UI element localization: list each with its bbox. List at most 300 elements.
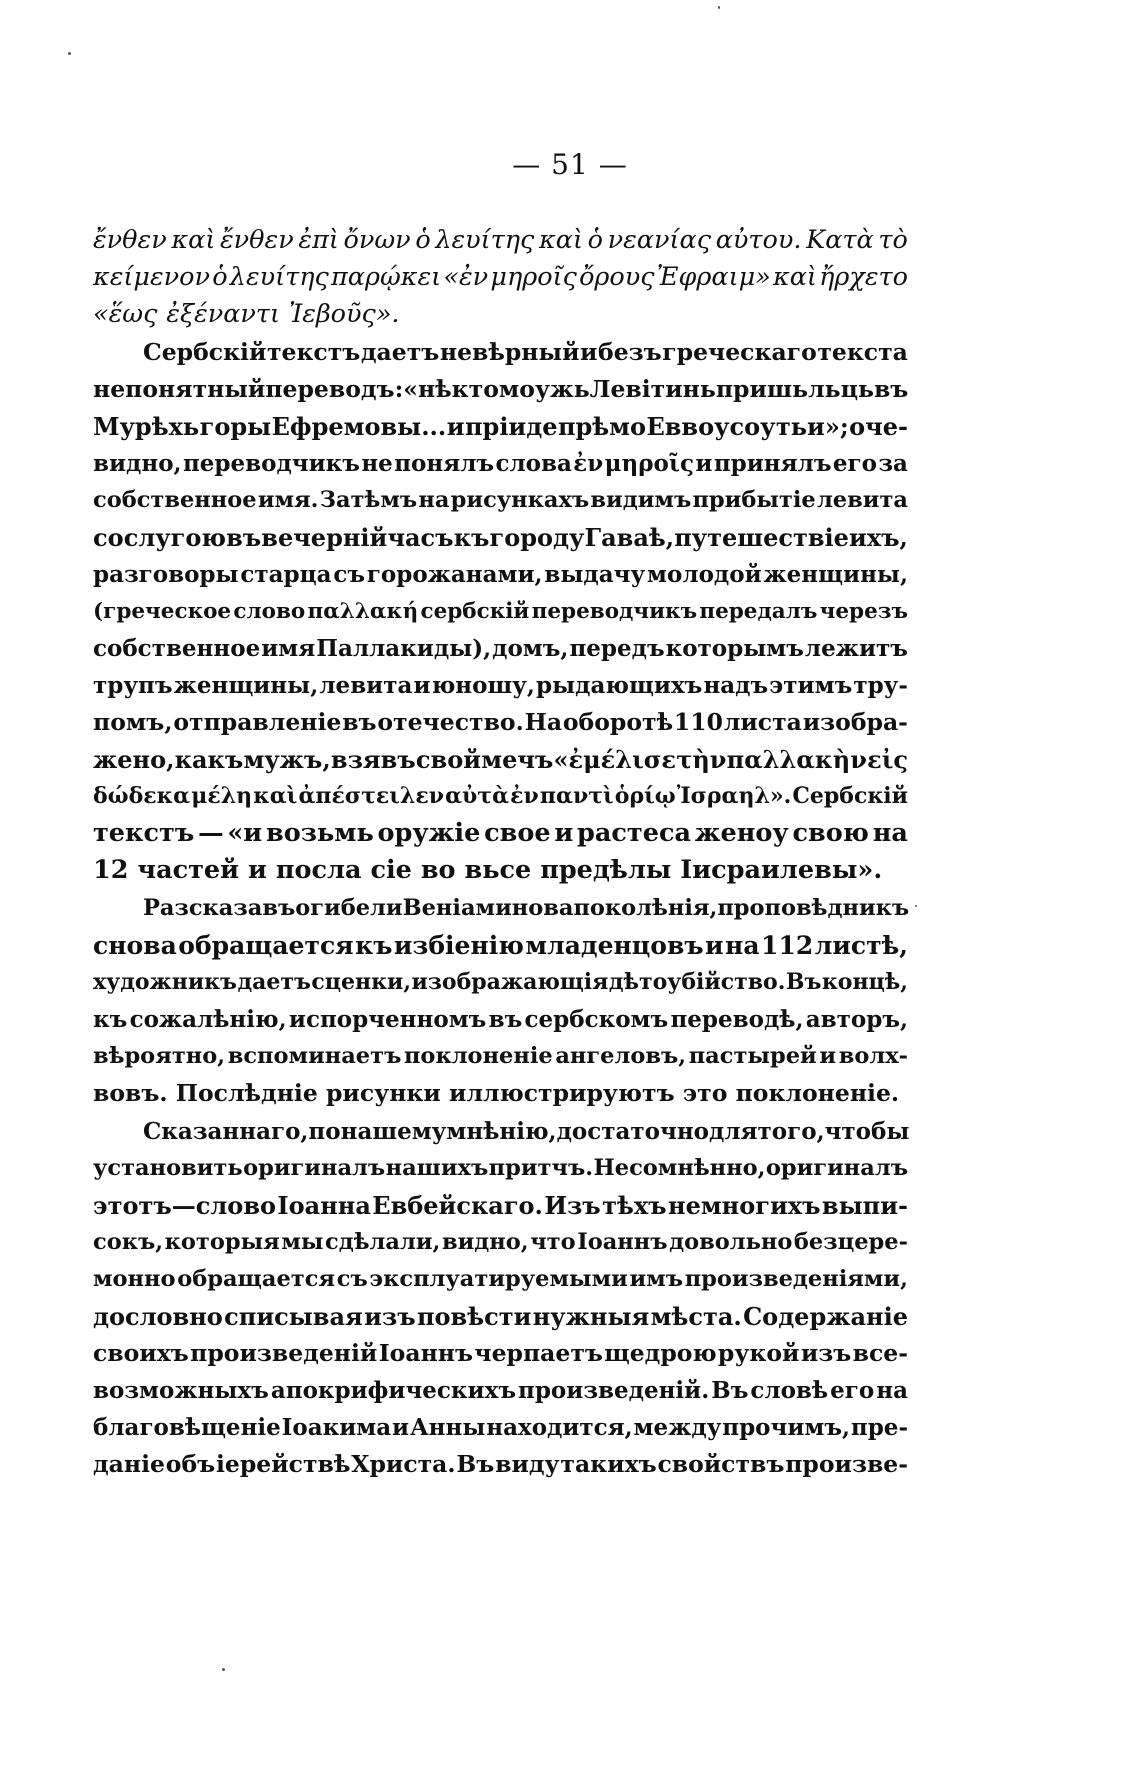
word: Іоаннъ [378,1339,474,1367]
word: и [446,412,465,441]
word: сценки, [311,969,412,995]
word: греческаго [662,338,817,366]
word: обращается [178,931,354,960]
word: такихъ [560,1450,657,1478]
word: вечерній [261,523,388,552]
text-line [93,408,908,445]
word: апокрифическихъ [270,1377,516,1404]
word: Ἰσραηλ». [676,783,792,809]
text-line [93,741,908,778]
word: притчъ. [488,1155,594,1181]
word: за [878,450,908,477]
word: на [418,487,450,513]
word: по [308,1118,341,1145]
word: и [413,672,431,699]
word: и [392,1414,410,1441]
word: ἤρχετο [819,262,908,292]
word: взявъ [330,745,416,774]
word: понялъ [394,450,495,477]
word: Христа. [351,1450,456,1478]
word: Въ [711,1377,749,1404]
word: во [420,855,456,885]
word: текстъ [266,338,361,366]
word: На [524,708,563,736]
word: тѣхъ [602,1191,667,1220]
word: словѣ [750,1377,829,1404]
page-number: — 51 — [512,148,628,181]
word: произве- [785,1450,908,1478]
word: оборотѣ [562,708,674,736]
word: проповѣдникъ [717,895,910,921]
word: юношу, [431,672,535,699]
text-line [93,482,908,519]
word: испорченномъ [288,1006,487,1033]
word: того, [757,1118,825,1145]
word: нашихъ [385,1155,489,1181]
word: непонятный [93,375,266,403]
text-line [93,259,908,296]
word: переводѣ, [670,1006,804,1033]
word: μέλη [191,783,253,809]
word: «ἕως [93,299,158,329]
word: Ефремовы... [271,412,447,441]
word: моужь [498,375,590,403]
text-line [93,1446,908,1483]
word: возможныхъ [93,1377,269,1404]
text-line [93,1224,908,1261]
word: Содержаніе [743,1302,908,1331]
word: Еввоусоу [646,412,776,441]
word: Въ [456,1450,495,1478]
word: своихъ [93,1339,189,1367]
word: мечъ [481,745,554,774]
word: ἔνθεν [220,225,294,255]
word: пастырей [688,1043,817,1069]
word: вѣроятно, [93,1043,226,1069]
word: его [830,1377,875,1404]
word: горожанами, [366,561,543,588]
word: выпи- [821,1191,908,1220]
word: Послѣдніе [175,1079,318,1107]
word: объ [165,1450,216,1478]
word: поклоненіе. [735,1079,900,1107]
word: листа [723,708,802,736]
word: левита [319,672,413,699]
word: поколѣнія, [573,895,718,921]
word: жено, [93,745,175,774]
word: которыя [164,1229,280,1255]
word: сербскій [420,599,530,624]
text-line [93,519,908,556]
word: Затѣмъ [319,487,418,513]
word: λευίτης [435,225,535,255]
word: на [872,818,908,848]
word: ὁρίῳ [614,783,676,809]
word: и [554,818,574,848]
word: повѣсти [416,1302,532,1331]
word: въ [226,523,262,552]
word: старца [240,561,332,588]
word: иллюстрируютъ [449,1079,675,1107]
word: и [705,931,724,960]
word: имъ [629,1266,684,1292]
word: 112 [761,931,814,960]
word: младенцовъ [525,931,704,960]
text-line [93,704,908,741]
word: разговоры [93,561,239,588]
text-line [93,222,908,259]
word: ихъ, [849,523,908,552]
word: сокъ, [93,1229,164,1255]
word: женщины, [173,672,319,699]
word: рисунки [326,1079,441,1107]
word: передъ [569,635,665,662]
word: свойствъ [657,1450,785,1478]
word: растеса [577,818,691,848]
text-line [93,778,908,815]
word: слугою [123,523,226,552]
word: καὶ [539,225,583,255]
word: пріиде [464,412,558,441]
word: немногихъ [668,1191,821,1220]
word: καὶ [772,262,817,292]
text-line [93,334,908,371]
word: παλλακὴν [726,745,867,774]
word: ἐξέναντι [166,299,281,329]
text-line [93,1409,908,1446]
word: Веніаминова [402,895,574,921]
word: переводчикъ [531,599,698,624]
word: не [361,450,393,477]
word: чтобы [824,1118,910,1145]
word: даніе [93,1450,165,1478]
word: произведеніями, [684,1266,908,1292]
word: νεανίας [607,225,712,255]
text-line [93,1113,908,1150]
word: κείμενον [93,262,211,292]
word: Гаваѣ, [584,523,675,552]
word: αὐτου. [715,225,802,255]
word: выдачу [544,561,646,588]
word: съ [333,561,365,588]
word: произведеній [190,1339,378,1367]
word: αὐτὰ [445,783,510,809]
word: рыдающихъ [536,672,703,699]
word: городу [489,523,585,552]
word: нашему [340,1118,447,1145]
word: Ἐφραιμ» [656,262,771,292]
word: авторъ, [805,1006,908,1033]
text-line [93,852,908,889]
word: безъ [598,338,662,366]
word: его [832,450,877,477]
word: рукой [717,1339,800,1367]
word: списывая [224,1302,363,1331]
word: гибели [310,895,403,921]
word: щедрою [604,1339,717,1367]
word: παντὶ [539,783,614,809]
word: волх- [838,1043,908,1069]
text-line [93,1075,908,1112]
text-line [93,556,908,593]
word: въ [488,1006,523,1033]
text-line [93,1187,908,1224]
word: καὶ [171,225,216,255]
word: ἐν [510,783,539,809]
word: отечество. [377,708,524,736]
word: черезъ [819,599,908,624]
word: благовѣщеніе [93,1414,281,1441]
scan-speck [718,6,720,9]
word: — [198,818,224,848]
word: произведеній. [518,1377,710,1404]
scan-speck [68,52,71,55]
word: текста [817,338,908,366]
word: на [876,1377,908,1404]
word: домъ, [492,635,569,662]
word: ὁ [587,225,603,255]
word: слова [495,450,572,477]
word: установить [93,1155,243,1181]
word: рисункахъ [450,487,590,513]
text-line [93,1001,908,1038]
word: сербскомъ [524,1006,669,1033]
word: видно, [93,450,182,477]
word: черпаетъ [474,1339,603,1367]
word: Въ [785,969,822,995]
word: пришьльць [715,375,874,403]
word: имя [261,635,316,662]
word: Іоанна [277,1191,371,1220]
word: переводчикъ [182,450,360,477]
word: левита [816,487,908,513]
text-line [93,445,908,482]
word: невѣрный [439,338,580,366]
word: Изъ [544,1191,601,1220]
text-line [93,1335,908,1372]
word: которымъ [665,635,804,662]
text-line [93,1038,908,1075]
word: вьсе [464,855,532,885]
word: и [695,450,713,477]
word: тьи»; [775,412,849,441]
word: свой [415,745,482,774]
word: имя. [257,487,319,513]
word: παλλακή [307,599,419,624]
word: текстъ [93,818,195,848]
word: μηροῖς [490,262,577,292]
text-line [93,593,908,630]
body-text [93,222,908,1483]
word: между [633,1414,722,1441]
word: женщины, [763,561,908,588]
text-line [93,964,908,1001]
word: ἔνθεν [93,225,167,255]
word: прибытіе [692,487,816,513]
word: находится, [486,1414,633,1441]
text-line [93,815,908,852]
word: посла [275,855,362,885]
word: Ἰεβοῦς». [288,299,400,329]
word: тру- [853,672,908,699]
word: трупъ [93,672,173,699]
word: обращается [177,1266,336,1292]
word: этимъ [769,672,853,699]
word: довольно [669,1229,793,1255]
word: къ [453,523,490,552]
word: слово [233,599,306,624]
word: Евбейскаго. [372,1191,543,1220]
word: (греческое [93,599,232,624]
text-line [93,667,908,704]
word: надъ [703,672,769,699]
word: Κατὰ [806,225,874,255]
text-line [93,1150,908,1187]
word: сдѣлали, [325,1229,441,1255]
word: женоу [694,818,789,848]
word: Левітинь [589,375,716,403]
word: избіенію [393,931,524,960]
text-line [93,890,908,927]
word: λευίτης [229,262,329,292]
word: εἰς [867,745,908,774]
word: видно, [441,1229,529,1255]
word: собственное [93,635,261,662]
word: мнѣнію, [446,1118,557,1145]
word: въ [342,708,377,736]
word: собственное [93,487,257,513]
word: δώδεκα [93,783,191,809]
word: 110 [673,708,723,736]
word: изобра- [802,708,908,736]
word: на [725,931,760,960]
word: горы [199,412,272,441]
word: Сказаннаго, [143,1118,309,1145]
word: о [295,895,311,921]
word: ἐν [573,450,604,477]
word: свою [792,818,869,848]
word: Сербскій [143,338,267,366]
word: что [530,1229,576,1255]
word: и [580,338,598,366]
text-line [93,371,908,408]
word: листѣ, [814,931,908,960]
word: молодой [647,561,762,588]
word: 12 [93,855,129,885]
word: ангеловъ, [555,1043,687,1069]
word: вовъ. [93,1079,168,1107]
text-line [93,1261,908,1298]
word: τὴν [676,745,727,774]
word: оче- [849,412,908,441]
scan-speck [222,1668,225,1671]
word: мѣста. [650,1302,742,1331]
word: дословно [93,1302,223,1331]
word: путешествіе [674,523,849,552]
text-line [93,630,908,667]
word: достаточно [556,1118,709,1145]
word: помъ, [93,708,173,736]
word: Разсказавъ [143,895,296,921]
word: и [819,1043,837,1069]
word: Анны [409,1414,486,1441]
text-line [93,927,908,964]
word: оригиналъ [243,1155,386,1181]
word: переводъ: [265,375,404,403]
word: передалъ [699,599,818,624]
word: Іисраилевы». [680,855,883,885]
word: виду [495,1450,560,1478]
word: это [682,1079,728,1107]
scan-speck [915,905,917,907]
word: къ [355,931,393,960]
word: παρῴκει [331,262,442,292]
word: вспоминаетъ [227,1043,402,1069]
word: къ [93,1006,128,1033]
word: эксплуатируемыми [369,1266,628,1292]
word: со [93,523,124,552]
word: художникъ [93,969,237,995]
word: прѣмо [557,412,647,441]
word: ἐπὶ [298,225,339,255]
word: мы [281,1229,324,1255]
word: мужъ, [243,745,331,774]
text-line [93,296,908,333]
word: монно [93,1266,176,1292]
word: видимъ [590,487,692,513]
word: все- [852,1339,908,1367]
word: τὸ [878,225,908,255]
word: пре- [850,1414,908,1441]
word: предѣлы [540,855,672,885]
word: дѣтоубійство. [608,969,786,995]
word: свое [484,818,551,848]
word: для [709,1118,758,1145]
word: нужныя [532,1302,650,1331]
word: Іоаннъ [577,1229,668,1255]
word: оригиналъ [765,1155,908,1181]
word: и [248,855,267,885]
word: изображающія [411,969,609,995]
word: «ἐμέλισε [553,745,676,774]
word: ὄρους [579,262,655,292]
word: съ [336,1266,368,1292]
word: «ἐν [443,262,489,292]
word: снова [93,931,177,960]
text-line [93,1372,908,1409]
word: прочимъ, [722,1414,851,1441]
word: ὄνων [343,225,411,255]
word: даетъ [237,969,311,995]
word: καὶ [253,783,298,809]
word: «нѣкто [403,375,499,403]
word: ὁ [415,225,431,255]
word: частей [137,855,240,885]
word: іерействѣ [215,1450,351,1478]
word: сожалѣнію, [129,1006,287,1033]
word: изъ [800,1339,852,1367]
word: «и [227,818,263,848]
word: Паллакиды), [316,635,492,662]
word: въ [873,375,909,403]
word: безцере- [793,1229,908,1255]
word: лежитъ [804,635,908,662]
word: Іоакима [281,1414,392,1441]
text-line [93,1298,908,1335]
word: μηροῖς [604,450,694,477]
word: Сербскій [792,783,908,809]
word: возьмь [265,818,374,848]
